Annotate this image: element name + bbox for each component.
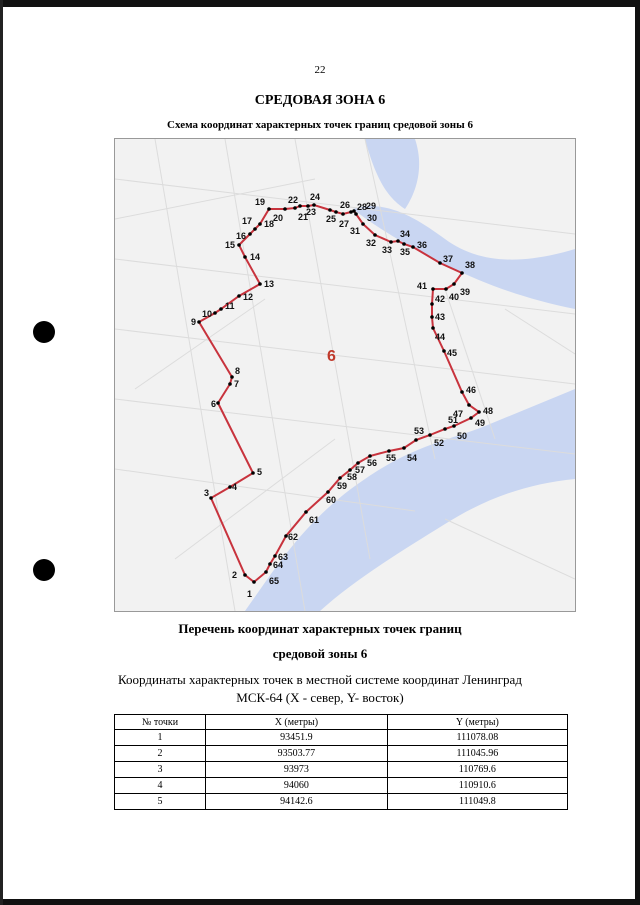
boundary-point-marker [197, 320, 201, 324]
cell-point-number: 5 [115, 794, 206, 810]
boundary-point-marker [411, 245, 415, 249]
page-title: СРЕДОВАЯ ЗОНА 6 [254, 93, 386, 108]
street-line [135, 299, 265, 389]
boundary-point-marker [373, 233, 377, 237]
table-header-row [115, 715, 568, 730]
boundary-point-label: 19 [254, 197, 265, 207]
boundary-point-label: 28 [357, 202, 368, 212]
boundary-point-marker [444, 287, 448, 291]
boundary-point-label: 55 [386, 453, 397, 463]
street-line [155, 139, 238, 611]
boundary-point-label: 23 [306, 207, 317, 217]
boundary-point-marker [258, 222, 262, 226]
boundary-point-marker [248, 232, 252, 236]
cell-y: 111045.96 [387, 746, 567, 762]
boundary-point-label: 9 [190, 317, 196, 327]
map-subtitle: Схема координат характерных точек границ средовой зоны 6 [167, 119, 473, 131]
boundary-point-label: 6 [210, 399, 216, 409]
street-line [115, 329, 575, 384]
boundary-point-label: 53 [414, 426, 425, 436]
boundary-point-label: 61 [309, 515, 320, 525]
scan-edge-right [635, 0, 640, 905]
boundary-point-label: 50 [457, 431, 468, 441]
cell-x: 94142.6 [206, 794, 388, 810]
boundary-point-marker [264, 570, 268, 574]
boundary-point-marker [283, 207, 287, 211]
cell-x: 93451.9 [206, 730, 388, 746]
boundary-point-label: 2 [231, 570, 237, 580]
boundary-point-label: 5 [257, 467, 263, 477]
boundary-point-marker [209, 496, 213, 500]
list-heading-line2: средовой зоны 6 [272, 646, 368, 661]
boundary-point-marker [396, 239, 400, 243]
boundary-point-label: 30 [367, 213, 378, 223]
boundary-point-label: 45 [447, 348, 458, 358]
boundary-point-label: 63 [278, 552, 289, 562]
boundary-point-label: 56 [367, 458, 378, 468]
scan-edge-top [0, 0, 640, 7]
boundary-point-label: 42 [435, 294, 446, 304]
header-x: X (метры) [206, 715, 388, 730]
boundary-point-label: 8 [235, 366, 241, 376]
boundary-point-marker [267, 207, 271, 211]
boundary-point-label: 38 [465, 260, 476, 270]
boundary-point-label: 34 [400, 229, 411, 239]
boundary-point-label: 46 [466, 385, 477, 395]
boundary-point-marker [328, 208, 332, 212]
cell-y: 110910.6 [387, 778, 567, 794]
boundary-point-label: 52 [434, 438, 445, 448]
boundary-point-marker [251, 471, 255, 475]
boundary-point-marker [312, 203, 316, 207]
boundary-point-marker [402, 446, 406, 450]
street-line [445, 519, 575, 579]
boundary-point-label: 25 [326, 214, 337, 224]
boundary-point-marker [216, 401, 220, 405]
boundary-point-label: 33 [381, 245, 392, 255]
boundary-point-label: 65 [269, 576, 280, 586]
cell-x: 93973 [206, 762, 388, 778]
boundary-point-marker [460, 271, 464, 275]
boundary-point-marker [438, 261, 442, 265]
boundary-point-marker [402, 242, 406, 246]
boundary-point-marker [230, 375, 234, 379]
zone-number-label: 6 [327, 348, 336, 365]
boundary-point-marker [477, 410, 481, 414]
coordinates-table [114, 714, 568, 810]
boundary-point-label: 27 [339, 219, 350, 229]
scan-edge-bottom [0, 899, 640, 905]
boundary-point-marker [252, 580, 256, 584]
boundary-point-marker [326, 490, 330, 494]
table-row [115, 746, 568, 762]
table-row [115, 778, 568, 794]
boundary-point-marker [389, 240, 393, 244]
boundary-point-label: 47 [452, 409, 463, 419]
table-row [115, 762, 568, 778]
boundary-point-label: 18 [264, 219, 275, 229]
boundary-point-label: 17 [241, 216, 252, 226]
boundary-point-label: 41 [416, 281, 427, 291]
boundary-point-label: 24 [310, 192, 321, 202]
boundary-point-label: 43 [435, 312, 446, 322]
boundary-point-label: 15 [224, 240, 235, 250]
boundary-point-label: 54 [407, 453, 418, 463]
boundary-point-marker [443, 427, 447, 431]
boundary-point-marker [460, 390, 464, 394]
boundary-point-marker [237, 294, 241, 298]
boundary-point-marker [452, 282, 456, 286]
boundary-point-label: 62 [288, 532, 299, 542]
boundary-point-label: 37 [443, 254, 454, 264]
boundary-point-label: 31 [349, 226, 360, 236]
boundary-point-marker [258, 282, 262, 286]
cell-y: 111049.8 [387, 794, 567, 810]
boundary-point-label: 16 [235, 231, 246, 241]
boundary-point-marker [431, 326, 435, 330]
boundary-point-marker [469, 416, 473, 420]
river-south [245, 389, 575, 611]
punch-hole-bottom [33, 559, 55, 581]
boundary-point-label: 49 [475, 418, 486, 428]
table-row [115, 730, 568, 746]
cell-point-number: 4 [115, 778, 206, 794]
cell-y: 110769.6 [387, 762, 567, 778]
boundary-point-label: 12 [243, 292, 254, 302]
scan-edge-left [0, 0, 3, 905]
boundary-point-marker [293, 206, 297, 210]
boundary-point-marker [253, 227, 257, 231]
boundary-point-marker [228, 382, 232, 386]
coords-caption-line1: Координаты характерных точек в местной системе координат Ленинград [118, 672, 522, 687]
punch-hole-top [33, 321, 55, 343]
boundary-point-marker [414, 438, 418, 442]
boundary-point-label: 10 [201, 309, 212, 319]
page-number: 22 [314, 64, 326, 76]
boundary-point-label: 3 [203, 488, 209, 498]
cell-point-number: 1 [115, 730, 206, 746]
boundary-point-label: 60 [326, 495, 337, 505]
boundary-point-label: 58 [347, 472, 358, 482]
boundary-point-marker [298, 204, 302, 208]
boundary-point-marker [334, 210, 338, 214]
boundary-point-label: 22 [287, 195, 298, 205]
boundary-point-marker [304, 510, 308, 514]
cell-x: 94060 [206, 778, 388, 794]
cell-point-number: 2 [115, 746, 206, 762]
boundary-point-label: 40 [449, 292, 460, 302]
boundary-point-label: 32 [365, 238, 376, 248]
boundary-point-marker [243, 255, 247, 259]
table-row [115, 794, 568, 810]
boundary-point-label: 59 [337, 481, 348, 491]
boundary-point-marker [361, 222, 365, 226]
boundary-point-label: 29 [366, 201, 377, 211]
boundary-point-label: 44 [435, 332, 446, 342]
boundary-point-marker [352, 209, 356, 213]
boundary-point-marker [428, 433, 432, 437]
boundary-point-marker [243, 573, 247, 577]
boundary-point-marker [338, 476, 342, 480]
boundary-point-marker [273, 554, 277, 558]
boundary-point-label: 57 [355, 465, 366, 475]
boundary-point-label: 48 [483, 406, 494, 416]
list-heading-line1: Перечень координат характерных точек границ [178, 621, 462, 636]
boundary-point-label: 51 [448, 415, 459, 425]
boundary-point-marker [219, 307, 223, 311]
boundary-point-label: 13 [264, 279, 275, 289]
boundary-point-label: 4 [232, 482, 238, 492]
boundary-point-marker [213, 311, 217, 315]
boundary-point-marker [354, 212, 358, 216]
cell-point-number: 3 [115, 762, 206, 778]
coords-caption-line2: МСК-64 (Х - север, Y- восток) [236, 690, 404, 705]
street-line [505, 309, 575, 354]
boundary-point-marker [431, 287, 435, 291]
boundary-point-label: 39 [460, 287, 471, 297]
boundary-point-label: 11 [225, 301, 235, 311]
boundary-point-label: 26 [340, 200, 351, 210]
boundary-point-label: 35 [400, 247, 411, 257]
boundary-point-label: 14 [250, 252, 261, 262]
boundary-point-marker [237, 243, 241, 247]
boundary-point-marker [467, 403, 471, 407]
boundary-point-label: 7 [234, 379, 240, 389]
boundary-point-marker [430, 315, 434, 319]
zone-map [114, 138, 576, 612]
boundary-point-marker [442, 349, 446, 353]
boundary-point-marker [341, 212, 345, 216]
boundary-point-label: 20 [272, 213, 283, 223]
boundary-point-label: 21 [298, 212, 309, 222]
cell-y: 111078.08 [387, 730, 567, 746]
boundary-point-label: 36 [417, 240, 428, 250]
zone-map-svg [115, 139, 575, 611]
boundary-point-marker [268, 562, 272, 566]
boundary-point-marker [430, 302, 434, 306]
boundary-point-label: 1 [246, 589, 252, 599]
boundary-point-label: 64 [273, 560, 284, 570]
header-point-number: № точки [115, 715, 206, 730]
cell-x: 93503.77 [206, 746, 388, 762]
header-y: Y (метры) [387, 715, 567, 730]
